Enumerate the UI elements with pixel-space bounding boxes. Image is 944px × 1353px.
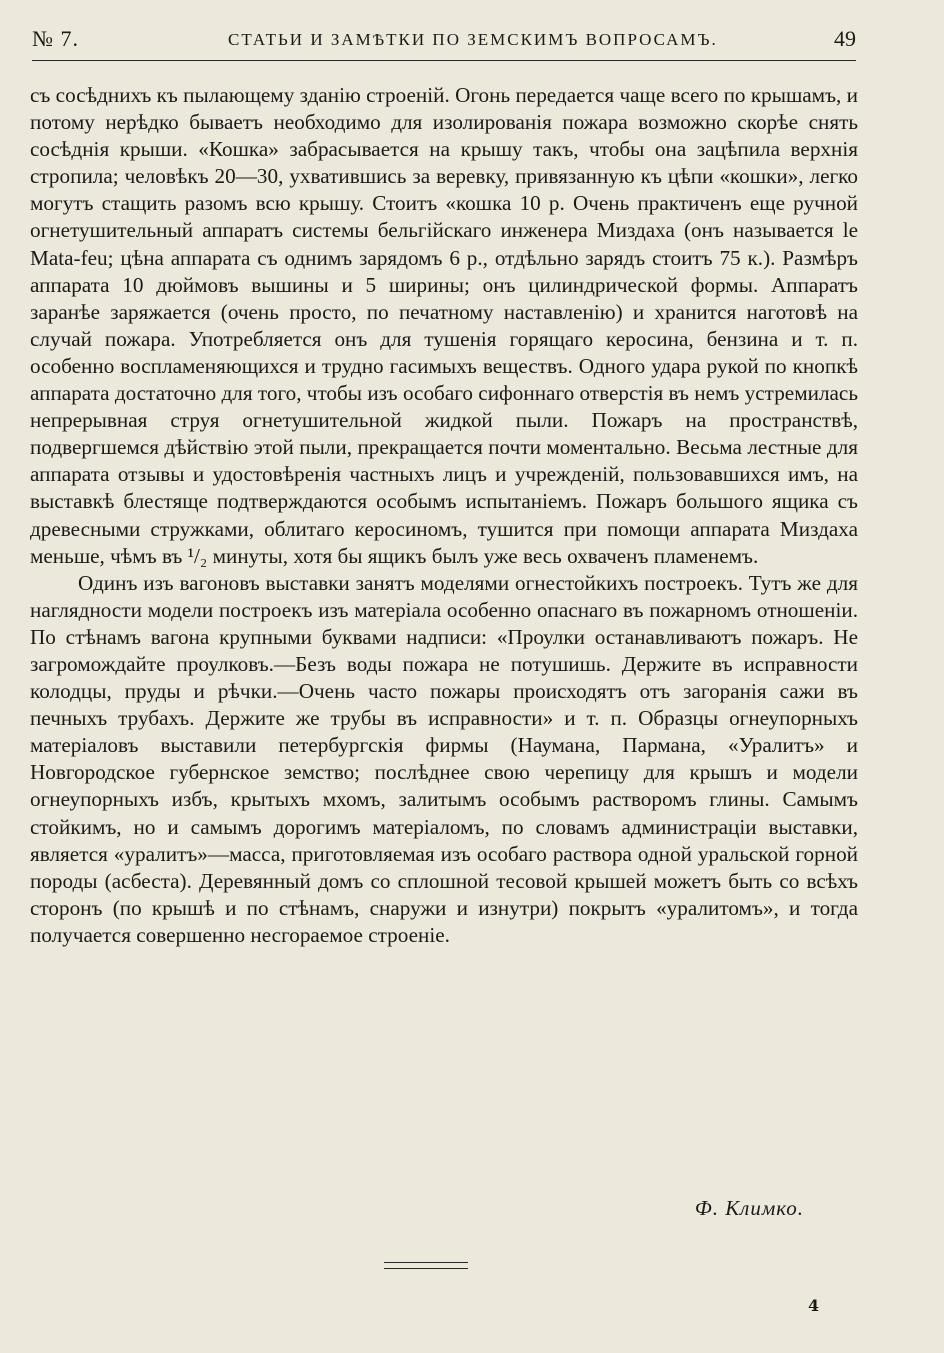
sheet-signature-mark: 4 (808, 1296, 820, 1315)
page-number: 49 (834, 26, 856, 51)
issue-number: № 7. (32, 26, 79, 51)
article-body (30, 82, 858, 949)
paragraph-1: съ сосѣднихъ къ пылающему зданію строеній. Огонь передается чаще всего по крышамъ, и потому нерѣдко бываетъ необходимо для изолированія пожара возможно скорѣе снять сосѣднія крыши. «Кошка» забрасывается на крышу такъ, чтобы она зацѣпила верхнія стропила; человѣкъ 20—30, ухватившись за веревку, привязанную къ цѣпи «кошки», легко могутъ стащить разомъ всю крышу. Стоитъ «кошка 10 р. Очень практиченъ еще ручной огнетушительный аппаратъ системы бельгійскаго инженера Миздаха (онъ называется le Mata-feu; цѣна аппарата съ однимъ зарядомъ 6 р., отдѣльно зарядъ стоитъ 75 к.). Размѣръ аппарата 10 дюймовъ вышины и 5 ширины; онъ цилиндрической формы. Аппаратъ заранѣе заряжается (очень просто, по печатному наставленію) и хранится наготовѣ на случай пожара. Употребляется онъ для тушенія горящаго керосина, бензина и т. п. особенно воспламеняющихся и трудно гасимыхъ веществъ. Одного удара рукой по кнопкѣ аппарата достаточно для того, чтобы изъ особаго сифоннаго отверстія въ немъ устремилась непрерывная струя огнетушительной жидкой пыли. Пожаръ на пространствѣ, подвергшемся дѣйствію этой пыли, прекращается почти моментально. Весьма лестные для аппарата отзывы и удостовѣренія частныхъ лицъ и учрежденій, пользовавшихся имъ, на выставкѣ блестяще подтверждаются особымъ испытаніемъ. Пожаръ большого ящика съ древесными стружками, облитаго керосиномъ, тушится при помощи аппарата Миздаха меньше, чѣмъ въ ¹/₂ минуты, хотя бы ящикъ былъ уже весь охваченъ пламенемъ. (30, 83, 858, 568)
section-title: СТАТЬИ И ЗАМѢТКИ ПО ЗЕМСКИМЪ ВОПРОСАМЪ. (228, 30, 718, 49)
author-signature: Ф. Климко. (694, 1196, 804, 1220)
running-header (32, 26, 856, 62)
end-of-article-rule (384, 1262, 468, 1269)
paragraph-2: Одинъ изъ вагоновъ выставки занятъ моделями огнестойкихъ построекъ. Тутъ же для наглядности модели построекъ изъ матеріала особенно опаснаго въ пожарномъ отношеніи. По стѣнамъ вагона крупными буквами надписи: «Проулки останавливаютъ пожаръ. Не загромождайте проулковъ.—Безъ воды пожара не потушишь. Держите въ исправности колодцы, пруды и рѣчки.—Очень часто пожары происходятъ отъ загоранія сажи въ печныхъ трубахъ. Держите же трубы въ исправности» и т. п. Образцы огнеупорныхъ матеріаловъ выставили петербургскія фирмы (Наумана, Пармана, «Уралитъ» и Новгородское губернское земство; послѣднее свою черепицу для крышъ и модели огнеупорныхъ избъ, крытыхъ мхомъ, залитымъ особымъ растворомъ глины. Самымъ стойкимъ, но и самымъ дорогимъ матеріаломъ, по словамъ администраціи выставки, является «уралитъ»—масса, приготовляемая изъ особаго раствора одной уральской горной породы (асбеста). Деревянный домъ со сплошной тесовой крышей можетъ быть со всѣхъ сторонъ (по крышѣ и по стѣнамъ, снаружи и изнутри) покрытъ «уралитомъ», и тогда получается совершенно несгораемое строеніе. (30, 570, 858, 947)
header-rule (32, 60, 856, 61)
